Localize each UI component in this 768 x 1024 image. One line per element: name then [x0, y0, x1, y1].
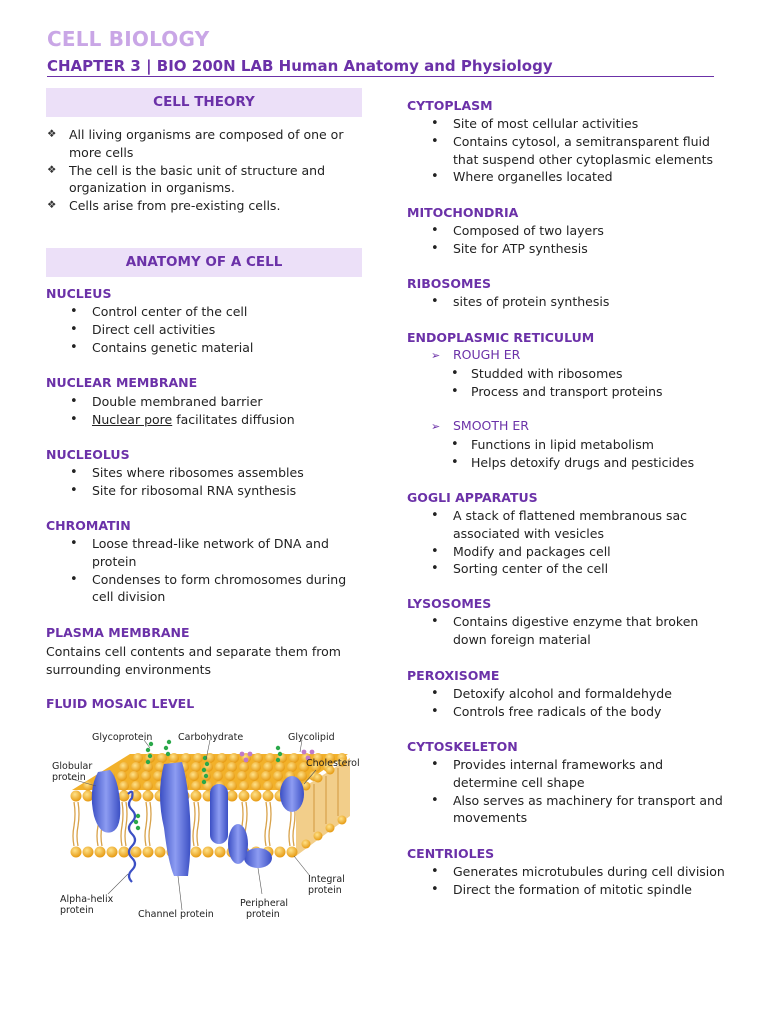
cytoskeleton-list	[407, 756, 727, 827]
label-channel-protein: Channel protein	[138, 909, 214, 920]
cytoplasm-list	[407, 115, 727, 186]
centrioles-list	[407, 863, 727, 899]
list-item: • Condenses to form chromosomes during cell division	[46, 571, 364, 607]
section-heading: CYTOSKELETON	[407, 739, 518, 754]
arrow-right-icon: ➢	[431, 420, 441, 433]
list-item: • Sites where ribosomes assembles	[46, 464, 364, 482]
page-subtitle: CHAPTER 3 | BIO 200N LAB Human Anatomy and Physiology	[47, 57, 714, 77]
chromatin-list	[46, 535, 364, 606]
label-integral: Integral	[308, 874, 345, 885]
page-title: CELL BIOLOGY	[47, 27, 210, 51]
list-item: ❖ All living organisms are composed of one or more cells	[46, 126, 364, 162]
section-heading: NUCLEOLUS	[46, 447, 130, 462]
list-item: ❖ Cells arise from pre-existing cells.	[46, 197, 364, 215]
label-cholesterol: Cholesterol	[306, 758, 360, 769]
nuclear-membrane-list	[46, 393, 364, 429]
arrow-right-icon: ➢	[431, 349, 441, 362]
sub-heading-rough-er: ➢ ROUGH ER	[431, 347, 521, 362]
list-item: • Direct cell activities	[46, 321, 364, 339]
section-heading: CYTOPLASM	[407, 98, 493, 113]
underlined-term: Nuclear pore	[92, 411, 173, 427]
list-item: • A stack of flattened membranous sac associated with vesicles	[407, 507, 727, 543]
label-glycolipid: Glycolipid	[288, 732, 335, 743]
section-heading: CHROMATIN	[46, 518, 131, 533]
golgi-list	[407, 507, 727, 578]
label-peripheral-2: protein	[246, 909, 280, 920]
mitochondria-list	[407, 222, 727, 258]
sub-heading-smooth-er: ➢ SMOOTH ER	[431, 418, 529, 433]
peroxisome-list	[407, 685, 727, 721]
list-item: • sites of protein synthesis	[407, 293, 727, 311]
nucleus-list	[46, 303, 364, 356]
section-heading: LYSOSOMES	[407, 596, 492, 611]
list-item: • Helps detoxify drugs and pesticides	[407, 454, 727, 472]
label-peripheral: Peripheral	[240, 898, 289, 909]
section-heading: GOGLI APPARATUS	[407, 490, 538, 505]
list-item: • Contains genetic material	[46, 339, 364, 357]
section-heading: FLUID MOSAIC LEVEL	[46, 696, 195, 711]
label-globular-2: protein	[52, 772, 86, 783]
list-item: ❖ The cell is the basic unit of structure and organization in organisms.	[46, 162, 364, 198]
list-item: • Provides internal frameworks and determine cell shape	[407, 756, 727, 792]
lysosomes-list	[407, 613, 727, 649]
list-item: • Site of most cellular activities	[407, 115, 727, 133]
list-item: • Site for ribosomal RNA synthesis	[46, 482, 364, 500]
list-item: • Functions in lipid metabolism	[407, 436, 727, 454]
section-heading: NUCLEAR MEMBRANE	[46, 375, 198, 390]
cell-theory-banner: CELL THEORY	[46, 88, 362, 117]
list-item	[46, 411, 364, 429]
section-heading: MITOCHONDRIA	[407, 205, 519, 220]
section-heading: RIBOSOMES	[407, 276, 492, 291]
plasma-membrane-text: Contains cell contents and separate them from surrounding environments	[46, 644, 341, 677]
label-alpha-helix: Alpha-helix	[60, 894, 114, 905]
label-globular: Globular	[52, 761, 93, 772]
list-item: • Controls free radicals of the body	[407, 703, 727, 721]
anatomy-banner: ANATOMY OF A CELL	[46, 248, 362, 277]
list-item: • Direct the formation of mitotic spindle	[407, 881, 727, 899]
list-item: • Sorting center of the cell	[407, 560, 727, 578]
list-item: • Modify and packages cell	[407, 543, 727, 561]
list-item: • Studded with ribosomes	[407, 365, 727, 383]
smooth-er-list	[407, 436, 727, 472]
fluid-mosaic-diagram	[48, 724, 363, 924]
list-item: • Contains cytosol, a semitransparent fluid that suspend other cytoplasmic elements	[407, 133, 727, 169]
list-item: • Where organelles located	[407, 168, 727, 186]
list-item-text: facilitates diffusion	[172, 411, 295, 427]
section-heading: PLASMA MEMBRANE	[46, 625, 190, 640]
list-item: • Process and transport proteins	[407, 383, 727, 401]
list-item: • Detoxify alcohol and formaldehyde	[407, 685, 727, 703]
rough-er-list	[407, 365, 727, 401]
label-glycoprotein: Glycoprotein	[92, 732, 153, 743]
nucleolus-list	[46, 464, 364, 500]
list-item: • Loose thread-like network of DNA and protein	[46, 535, 364, 571]
section-heading: PEROXISOME	[407, 668, 500, 683]
cell-theory-list	[46, 126, 364, 215]
ribosomes-list	[407, 293, 727, 311]
list-item: • Generates microtubules during cell division	[407, 863, 727, 881]
section-heading: CENTRIOLES	[407, 846, 495, 861]
list-item: • Control center of the cell	[46, 303, 364, 321]
label-alpha-helix-2: protein	[60, 905, 94, 916]
list-item: • Also serves as machinery for transport and movements	[407, 792, 727, 828]
list-item: • Site for ATP synthesis	[407, 240, 727, 258]
section-heading: NUCLEUS	[46, 286, 112, 301]
list-item: • Double membraned barrier	[46, 393, 364, 411]
section-heading: ENDOPLASMIC RETICULUM	[407, 330, 595, 345]
label-carbohydrate: Carbohydrate	[178, 732, 244, 743]
list-item: • Composed of two layers	[407, 222, 727, 240]
list-item: • Contains digestive enzyme that broken down foreign material	[407, 613, 727, 649]
label-integral-2: protein	[308, 885, 342, 896]
